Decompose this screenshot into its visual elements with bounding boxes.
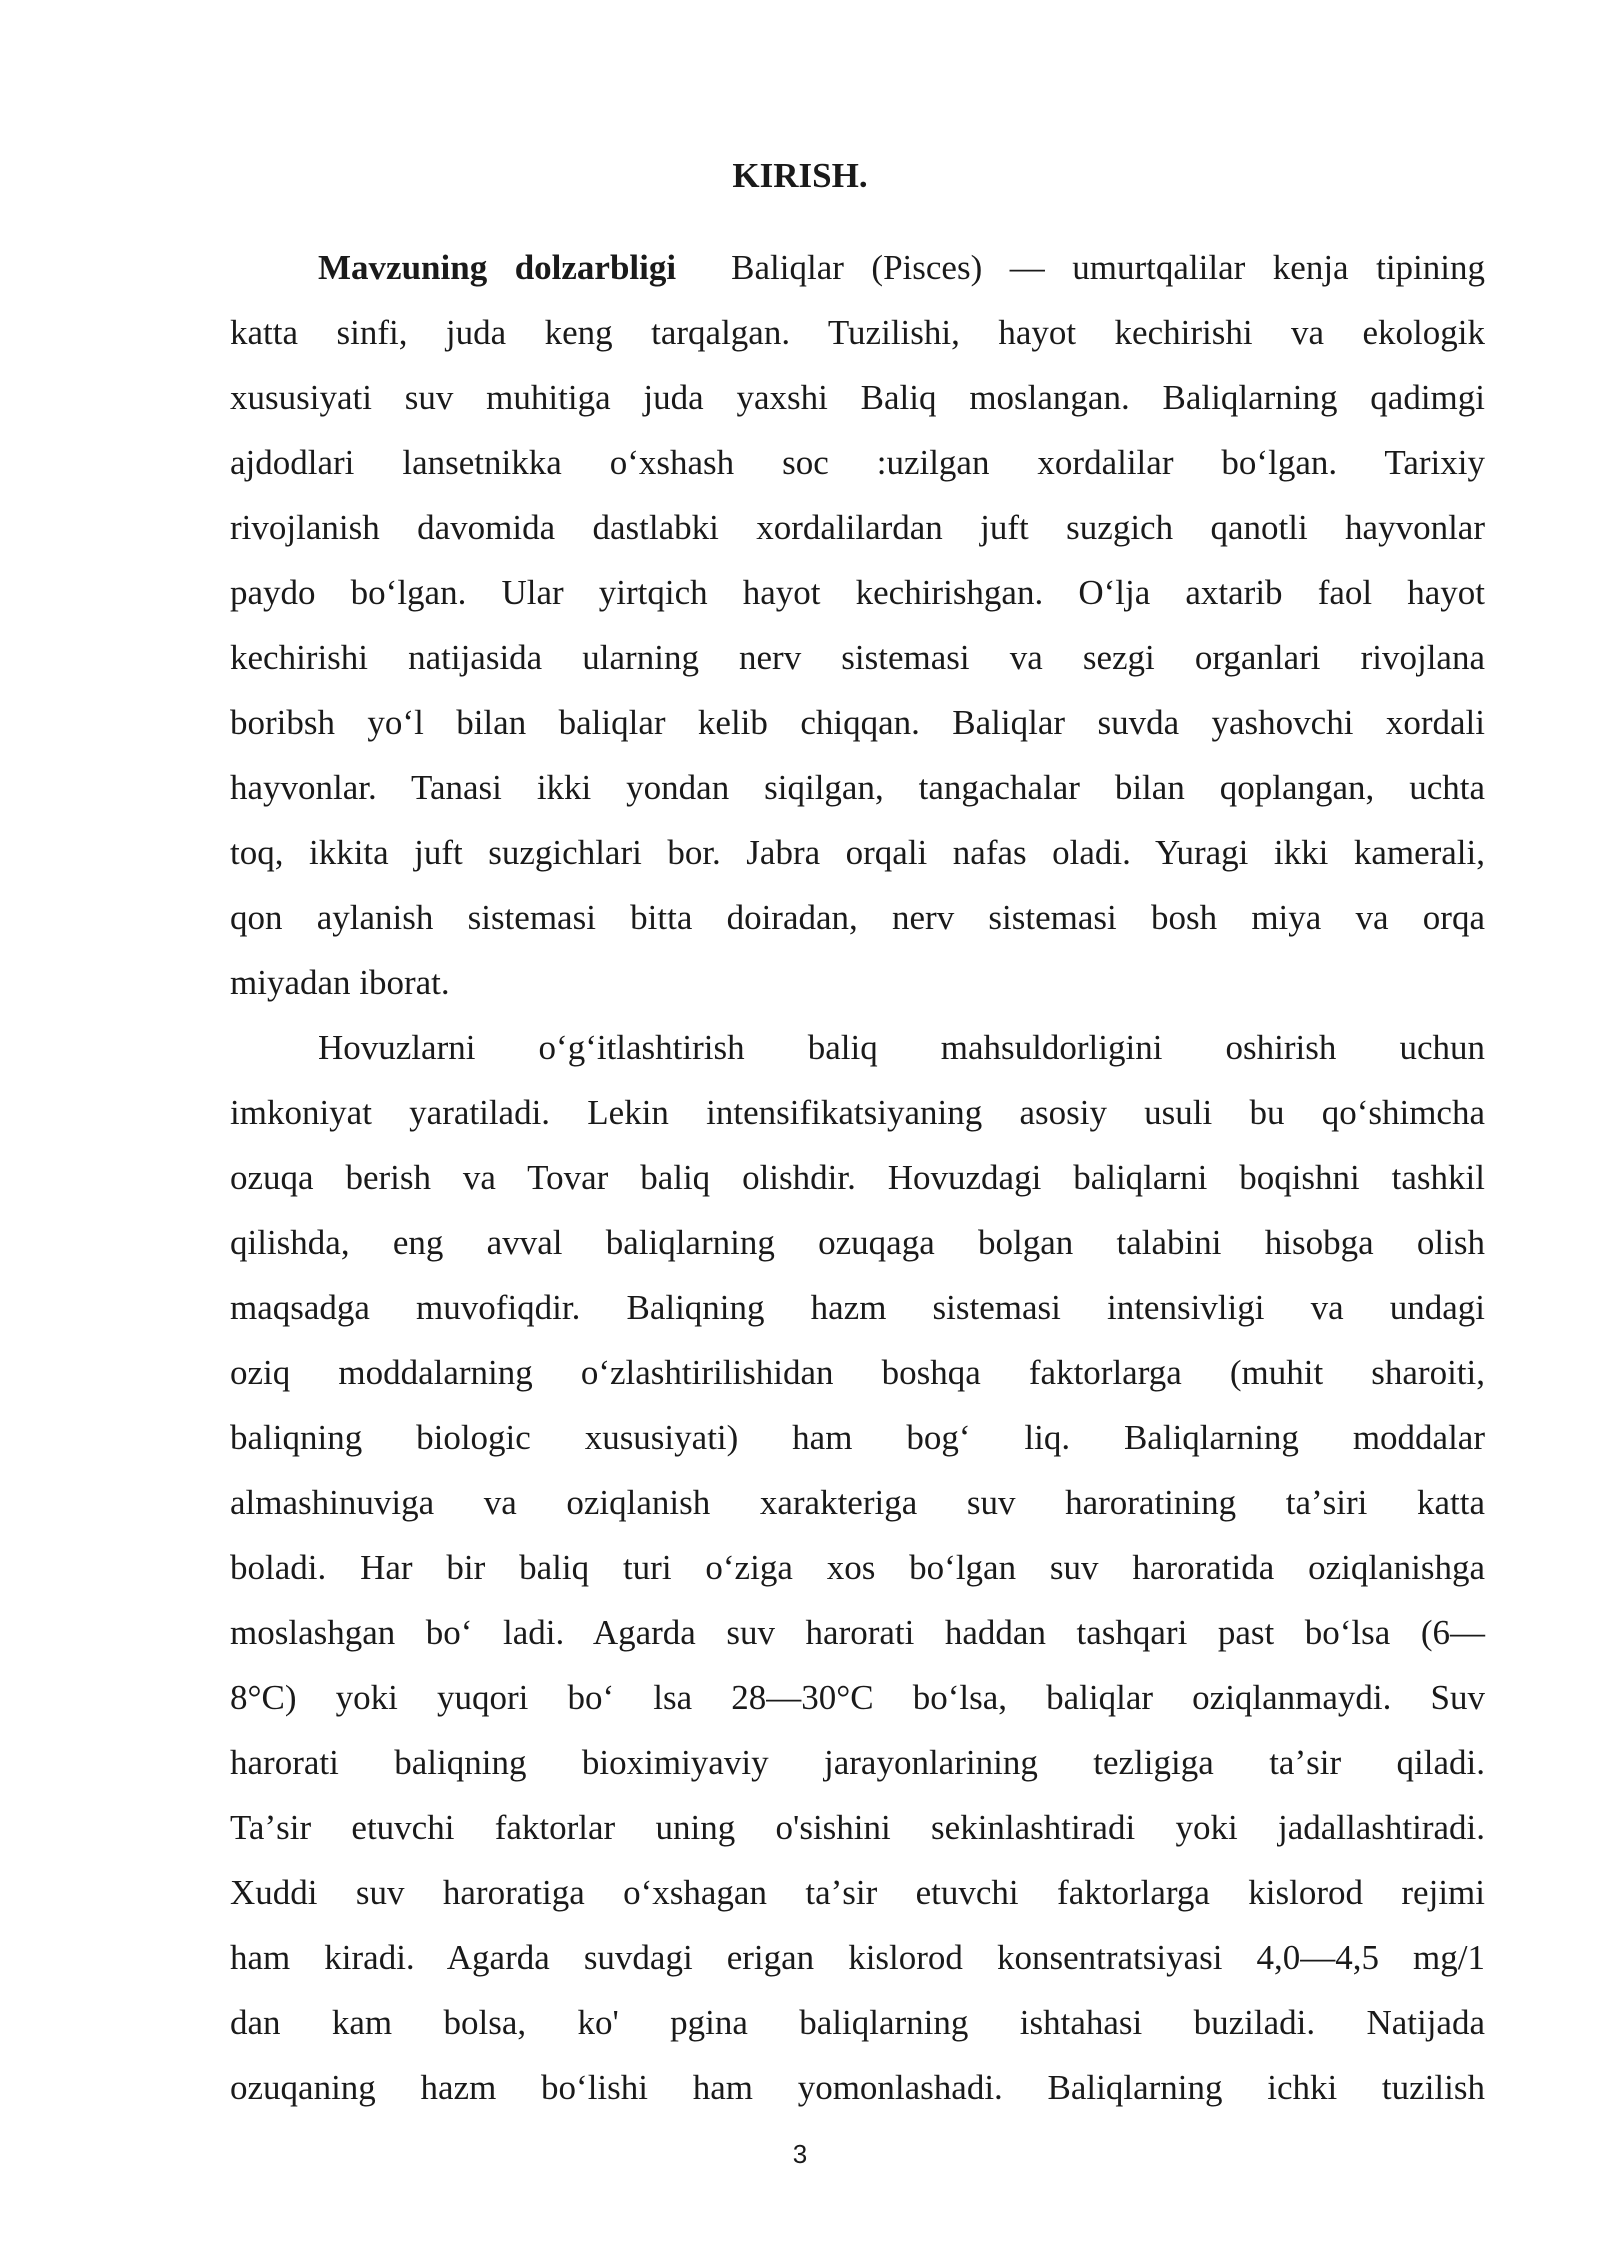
paragraph-2-line: ozuqa berish va Tovar baliq olishdir. Hovuzdagi baliqlarni boqishni tashkil	[230, 1158, 1485, 1197]
paragraph-2-line: moslashgan boʻ ladi. Agarda suv harorati haddan tashqari past boʻlsa (6—	[230, 1613, 1485, 1652]
paragraph-1-line: kechirishi natijasida ularning nerv sistemasi va sezgi organlari rivojlana	[230, 638, 1485, 677]
paragraph-lead-heading: Mavzuning dolzarbligi	[318, 248, 677, 287]
paragraph-2-line: oziq moddalarning oʻzlashtirilishidan boshqa faktorlarga (muhit sharoiti,	[230, 1353, 1485, 1392]
paragraph-1-line: miyadan iborat.	[230, 963, 450, 1002]
paragraph-1-line: rivojlanish davomida dastlabki xordalilardan juft suzgich qanotli hayvonlar	[230, 508, 1485, 547]
paragraph-2-line: dan kam bolsa, ko' pgina baliqlarning ishtahasi buziladi. Natijada	[230, 2003, 1485, 2042]
paragraph-2-line: ham kiradi. Agarda suvdagi erigan kislorod konsentratsiyasi 4,0—4,5 mg/1	[230, 1938, 1485, 1977]
paragraph-1-line: boribsh yoʻl bilan baliqlar kelib chiqqan. Baliqlar suvda yashovchi xordali	[230, 703, 1485, 742]
paragraph-1-line: hayvonlar. Tanasi ikki yondan siqilgan, tangachalar bilan qoplangan, uchta	[230, 768, 1485, 807]
paragraph-2-line: 8°C) yoki yuqori boʻ lsa 28—30°C boʻlsa, baliqlar oziqlanmaydi. Suv	[230, 1678, 1485, 1717]
paragraph-2-line: harorati baliqning bioximiyaviy jarayonlarining tezligiga taʼsir qiladi.	[230, 1743, 1485, 1782]
paragraph-2-line: Hovuzlarni oʻgʻitlashtirish baliq mahsuldorligini oshirish uchun	[318, 1028, 1485, 1067]
paragraph-2-line: boladi. Har bir baliq turi oʻziga xos boʻlgan suv haroratida oziqlanishga	[230, 1548, 1485, 1587]
paragraph-1-line: katta sinfi, juda keng tarqalgan. Tuzilishi, hayot kechirishi va ekologik	[230, 313, 1485, 352]
paragraph-2-line: baliqning biologic xususiyati) ham bogʻ liq. Baliqlarning moddalar	[230, 1418, 1485, 1457]
paragraph-2-line: Taʼsir etuvchi faktorlar uning o'sishini sekinlashtiradi yoki jadallashtiradi.	[230, 1808, 1485, 1847]
section-heading: KIRISH.	[732, 156, 868, 195]
paragraph-2-line: almashinuviga va oziqlanish xarakteriga suv haroratining taʼsiri katta	[230, 1483, 1485, 1522]
paragraph-1-line: qon aylanish sistemasi bitta doiradan, nerv sistemasi bosh miya va orqa	[230, 898, 1485, 937]
paragraph-2-line: qilishda, eng avval baliqlarning ozuqaga bolgan talabini hisobga olish	[230, 1223, 1485, 1262]
paragraph-2-line: maqsadga muvofiqdir. Baliqning hazm sistemasi intensivligi va undagi	[230, 1288, 1485, 1327]
paragraph-1-line: paydo boʻlgan. Ular yirtqich hayot kechirishgan. Oʻlja axtarib faol hayot	[230, 573, 1485, 612]
paragraph-1-line-text: Baliqlar (Pisces) — umurtqalilar kenja tipining	[731, 248, 1485, 287]
paragraph-1-line	[230, 235, 1485, 300]
body-text	[230, 235, 1485, 2120]
paragraph-1-line: ajdodlari lansetnikka oʻxshash soc :uzilgan xordalilar boʻlgan. Tarixiy	[230, 443, 1485, 482]
paragraph-1-line: xususiyati suv muhitiga juda yaxshi Baliq moslangan. Baliqlarning qadimgi	[230, 378, 1485, 417]
paragraph-2-line: Xuddi suv haroratiga oʻxshagan taʼsir etuvchi faktorlarga kislorod rejimi	[230, 1873, 1485, 1912]
paragraph-2-line: ozuqaning hazm boʻlishi ham yomonlashadi. Baliqlarning ichki tuzilish	[230, 2068, 1485, 2107]
page-number: 3	[792, 2139, 808, 2169]
paragraph-1-line: toq, ikkita juft suzgichlari bor. Jabra orqali nafas oladi. Yuragi ikki kamerali,	[230, 833, 1485, 872]
paragraph-2-line: imkoniyat yaratiladi. Lekin intensifikatsiyaning asosiy usuli bu qoʻshimcha	[230, 1093, 1485, 1132]
